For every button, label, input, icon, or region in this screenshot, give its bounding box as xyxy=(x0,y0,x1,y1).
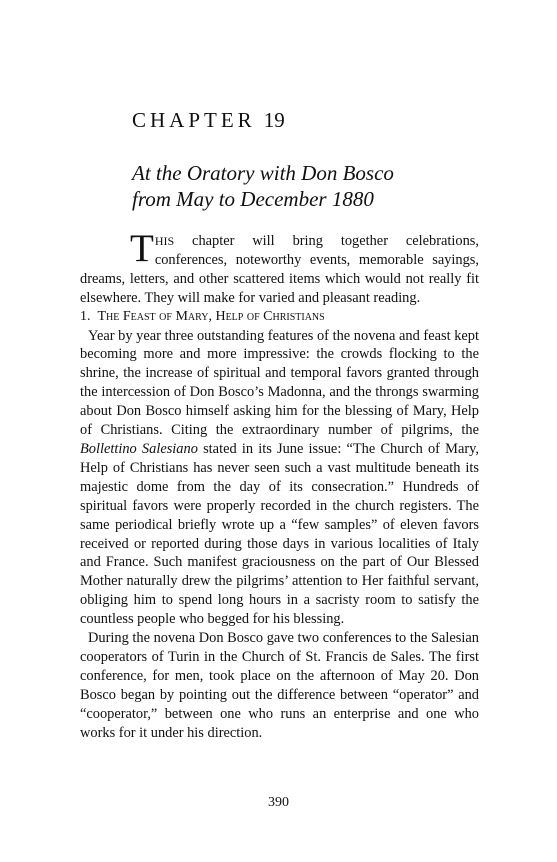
periodical-title: Bollettino Salesiano xyxy=(80,440,198,457)
section-number: 1. xyxy=(80,308,91,324)
intro-text: chapter will bring together celebrations, conferences, noteworthy events, memorable sayings, dreams, letters, and other scattered items which would not really fit elsewhere. They will make for varied and pleasant reading. xyxy=(80,233,479,306)
chapter-label: CHAPTER xyxy=(132,108,256,132)
chapter-title-line-1: At the Oratory with Don Bosco xyxy=(132,161,394,185)
chapter-heading xyxy=(132,108,285,133)
paragraph-2: During the novena Don Bosco gave two conferences to the Salesian cooperators of Turin in the Church of St. Francis de Sales. The first conference, for men, took place on the afternoon of May 20. Don Bosco began by pointing out the difference between “operator” and “cooperator,” between one who runs an enterprise and one who works for it under his direction. xyxy=(80,630,479,741)
intro-paragraph xyxy=(80,227,479,308)
chapter-title xyxy=(132,160,394,212)
page-number: 390 xyxy=(268,795,289,810)
chapter-number: 19 xyxy=(263,108,285,132)
body-text xyxy=(80,227,479,742)
intro-lead-word: HIS xyxy=(154,234,175,248)
drop-cap: T xyxy=(130,227,154,270)
paragraph-1-text-a: Year by year three outstanding features of the novena and feast kept becoming more and more impressive: the crowds flocking to the shrine, the increase of spiritual and temporal favors granted through the intercession of Don Bosco’s Madonna, and the throngs swarming about Don Bosco himself asking him for the blessing of Mary, Help of Christians. Citing the extraordinary number of pilgrims, the xyxy=(80,327,479,439)
paragraph-1-text-b: stated in its June issue: “The Church of Mary, Help of Christians has never seen such a vast multitude beneath its majestic dome from the day of its consecration.” Hundreds of spiritual favors were properly recorded in the church registers. The same periodical briefly wrote up a “few samples” of eleven favors received or reported during those days in various localities of Italy and France. Such manifest graciousness on the part of Our Blessed Mother naturally drew the pilgrims’ attention to Her faithful servant, obliging him to spend long hours in a sacristy room to satisfy the countless people who begged for his blessing. xyxy=(80,440,479,628)
paragraph-1 xyxy=(80,327,479,630)
section-heading xyxy=(80,308,479,327)
chapter-title-line-2: from May to December 1880 xyxy=(132,187,374,211)
section-title: The Feast of Mary, Help of Christians xyxy=(97,308,325,324)
